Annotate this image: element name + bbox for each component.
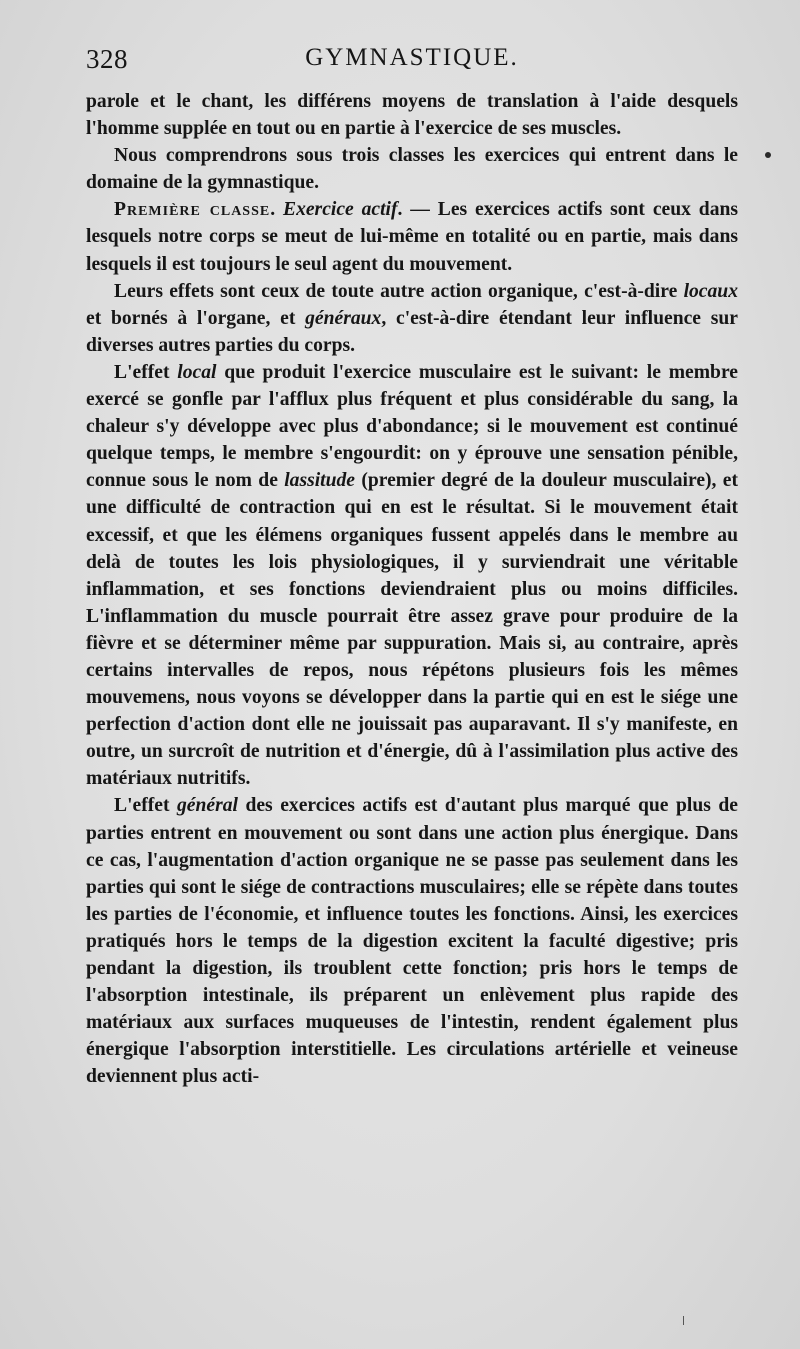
paragraph xyxy=(86,142,738,196)
italic-term: généraux xyxy=(305,307,382,329)
running-title: GYMNASTIQUE. xyxy=(305,44,519,71)
text-run: . — Les exercices actifs sont ceux dans lesquels notre corps se meut de lui-même en totalité ou en partie, mais dans lesquels il est toujours le seul agent du mouvement. xyxy=(86,199,739,275)
text-run: des exercices actifs est d'autant plus marqué que plus de parties entrent en mouvement ou sont dans une action plus énergique. Dans ce cas, l'augmentation d'action organique ne se passe pas seulement dans les parties qui sont le siége de contractions musculaires; elle se répète dans toutes les parties de l'économie, et influence toutes les fonctions. Ainsi, les exercices pratiqués hors le temps de la digestion excitent la faculté digestive; pris pendant la digestion, ils troublent cette fonction; pris hors le temps de l'absorption intestinale, ils préparent un enlèvement plus rapide des matériaux aux surfaces muqueuses de l'intestin, rendent également plus énergique l'absorption interstitielle. Les circulations artérielle et veineuse deviennent plus acti- xyxy=(86,795,738,1088)
italic-term: général xyxy=(177,795,238,817)
text-run: L'effet xyxy=(114,795,177,817)
text-run: (premier degré de la douleur musculaire), et une difficulté de contraction qui en est le résultat. Si le mouvement était excessif, et que les élémens organiques fussent appelés dans le membre au delà de toutes les lois physiologiques, il y surviendrait une véritable inflammation, et ses fonctions deviendraient plus ou moins difficiles. L'inflammation du muscle pourrait être assez grave pour produire de la fièvre et se déterminer même par suppuration. Mais si, au contraire, après certains intervalles de repos, nous répétons plusieurs fois les mêmes mouvemens, nous voyons se développer dans la partie qui en est le siége une perfection d'action dont elle ne jouissait pas auparavant. Il s'y manifeste, en outre, un surcroît de nutrition et d'énergie, dû à l'assimilation plus active des matériaux nutritifs. xyxy=(86,470,738,790)
paragraph xyxy=(86,278,738,359)
paragraph xyxy=(86,359,738,793)
text-run: L'effet xyxy=(114,361,178,383)
italic-term: locaux xyxy=(683,280,738,302)
text-run: que produit l'exercice musculaire est le suivant: le membre exercé se gonfle par l'afflux plus fréquent et plus considérable du sang, la chaleur s'y développe avec plus d'abondance; si le mouvement est continué quelque temps, le membre s'engourdit: on y éprouve une sensation pénible, connue sous le nom de xyxy=(86,361,738,492)
text-run: . xyxy=(270,199,283,221)
scan-speck xyxy=(765,152,771,158)
section-label: Première classe xyxy=(114,199,271,221)
paragraph xyxy=(86,792,738,1090)
page-number: 328 xyxy=(86,44,128,74)
margin-tick-mark xyxy=(683,1316,684,1325)
text-run: parole et le chant, les différens moyens de translation à l'aide desquels l'homme supplée en tout ou en partie à l'exercice de ses muscles. xyxy=(86,91,738,140)
page-header xyxy=(86,44,738,84)
paragraph xyxy=(86,196,738,277)
text-run: Nous comprendrons sous trois classes les exercices qui entrent dans le domaine de la gymnastique. xyxy=(86,145,738,194)
italic-term: Exercice actif xyxy=(283,199,398,221)
text-run: , c'est-à-dire étendant leur influence sur diverses autres parties du corps. xyxy=(86,307,738,356)
italic-term: lassitude xyxy=(284,470,356,492)
italic-term: local xyxy=(177,361,217,383)
text-run: et bornés à l'organe, et xyxy=(86,307,306,329)
body-text xyxy=(86,88,738,1090)
text-run: Leurs effets sont ceux de toute autre action organique, c'est-à-dire xyxy=(114,280,684,302)
paragraph xyxy=(86,88,738,142)
